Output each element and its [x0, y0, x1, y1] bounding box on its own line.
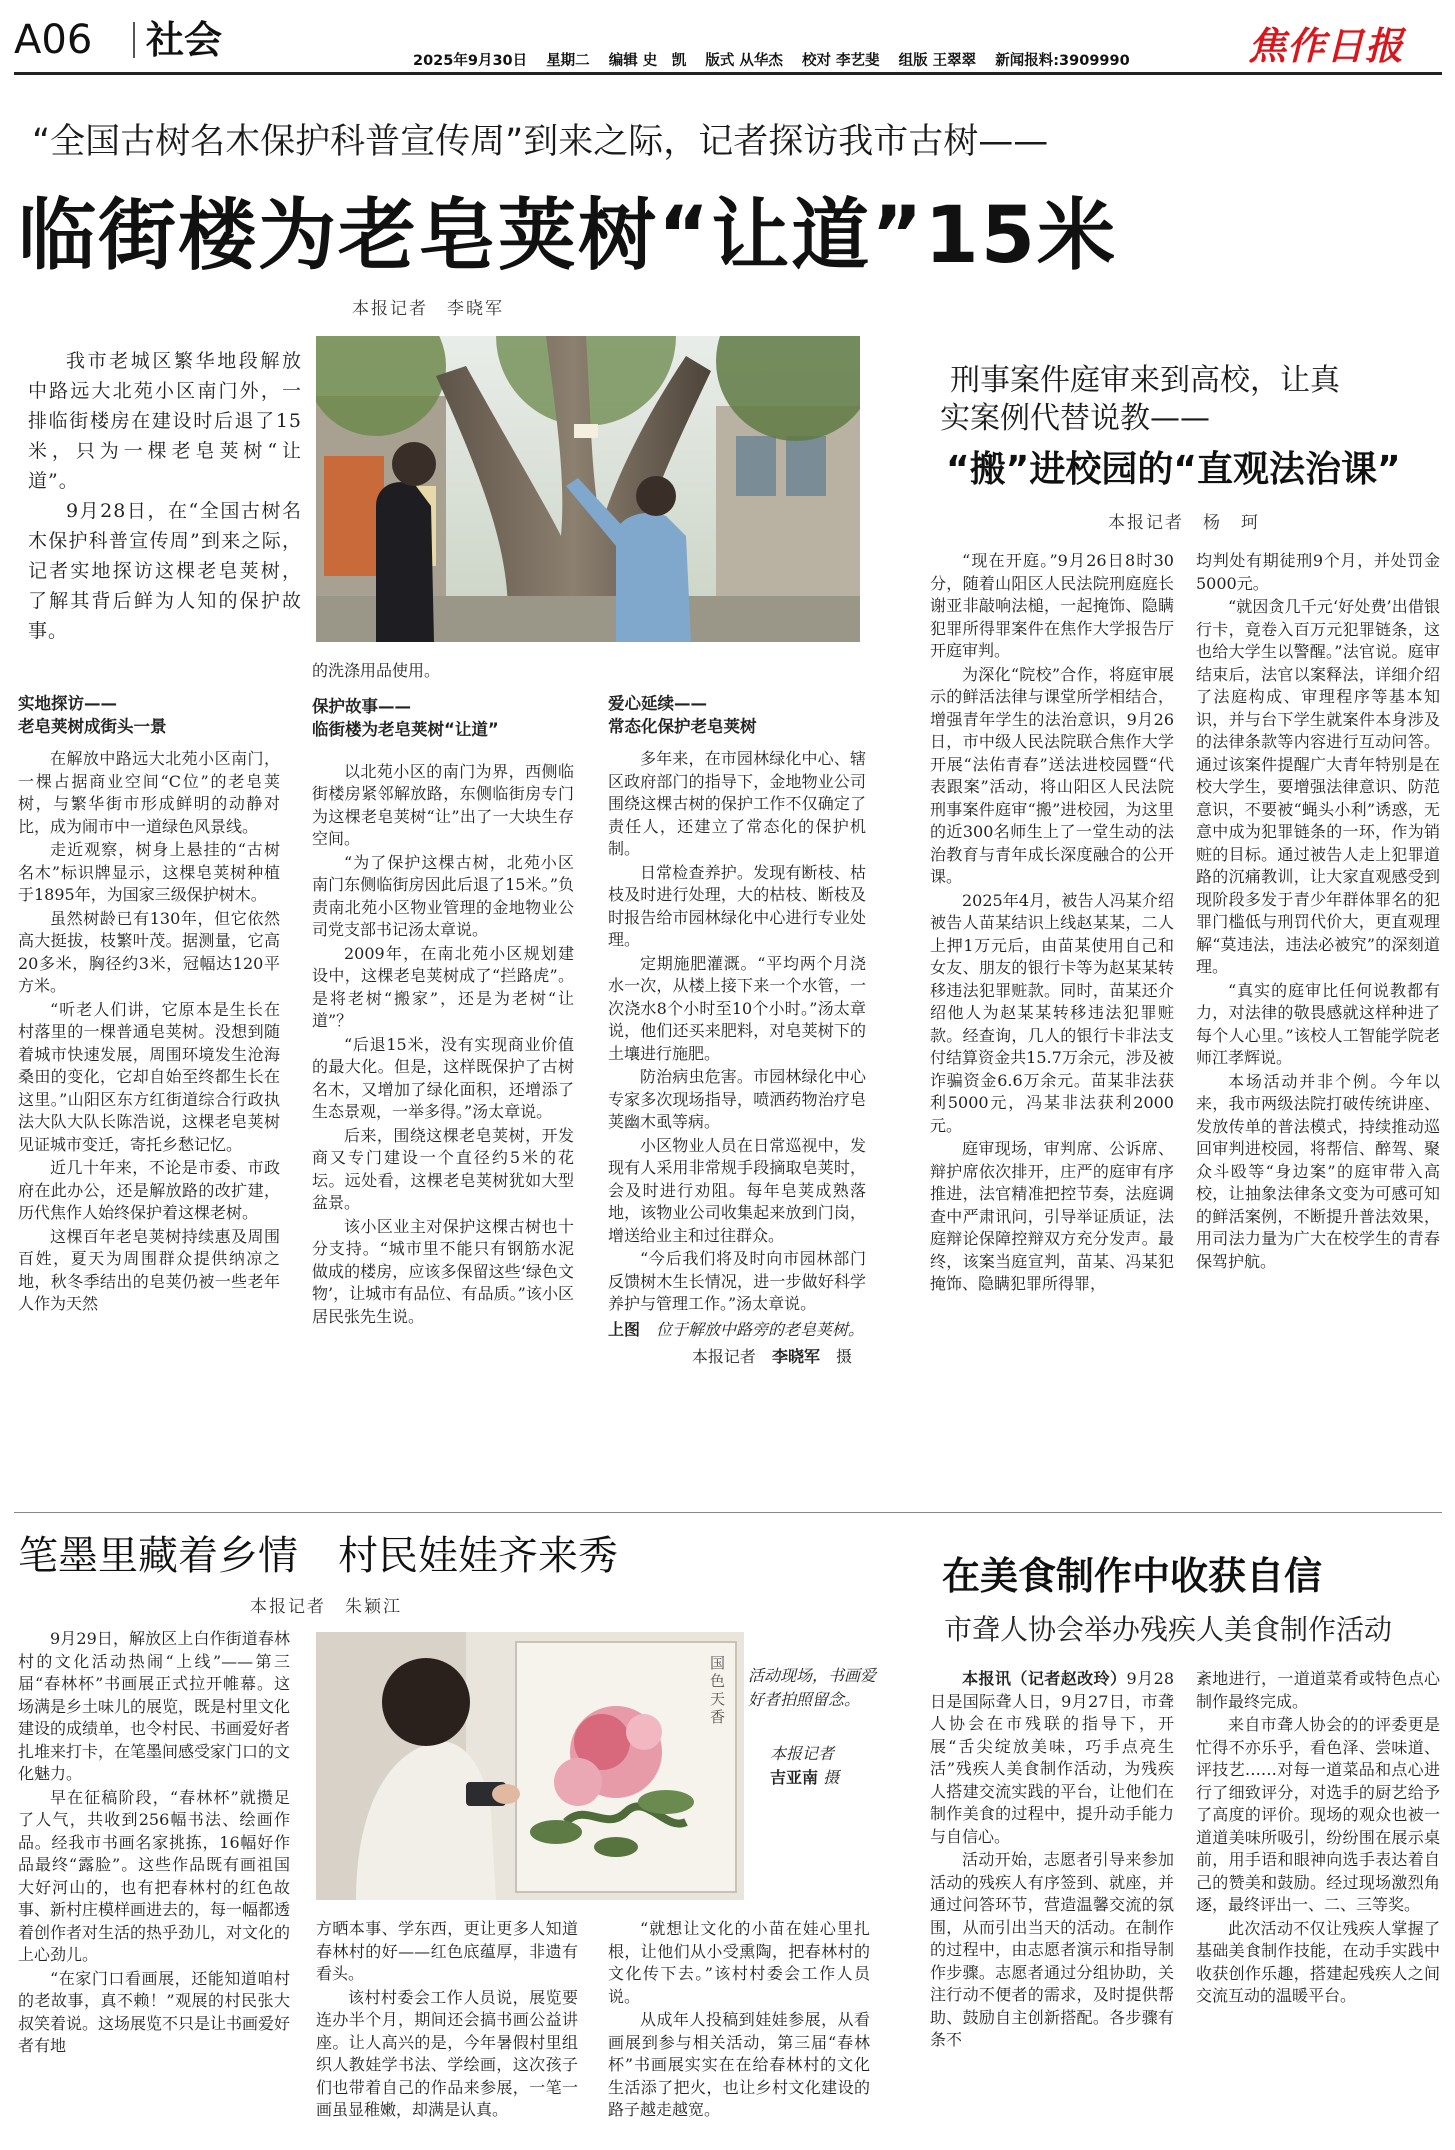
story2-column-1 — [930, 550, 1174, 1506]
story2-c2-p4: 本场活动并非个例。今年以来，我市两级法院打破传统讲座、发放传单的普法模式，持续推动巡回审判进校园，将帮信、醉驾、聚众斗殴等“身边案”的庭审带入高校，让抽象法律条文变为可感可知的鲜活案例，不断提升普法效果，用司法力量为广大在校学生的青春保驾护航。 — [1196, 1071, 1440, 1271]
story1-kicker: “全国古树名木保护科普宣传周”到来之际，记者探访我市古树—— — [32, 122, 1049, 162]
story3-photo-caption: 活动现场，书画爱好者拍照留念。 — [748, 1666, 877, 1709]
issue-weekday: 星期二 — [546, 53, 590, 69]
editor-credit: 编辑 史 凯 — [608, 53, 687, 69]
painting-photo-graphic — [316, 1632, 744, 1900]
story2-c2-p3: “真实的庭审比任何说教都有力，对法律的敬畏感就这样种进了每个人心里。”该校人工智能学院老师江孝辉说。 — [1196, 980, 1440, 1067]
story1-c3-p2: 日常检查养护。发现有断枝、枯枝及时进行处理，大的枯枝、断枝及时报告给市园林绿化中心进行专业处理。 — [608, 862, 866, 949]
story1-column-2 — [312, 660, 574, 1504]
story1-c2-p2: “为了保护这棵古树，北苑小区南门东侧临街房因此后退了15米。”负责南北苑小区物业管理的金地物业公司党支部书记汤太章说。 — [312, 852, 574, 939]
story2-headline: “搬”进校园的“直观法治课” — [946, 449, 1401, 490]
story3-c1-p3: “在家门口看画展，还能知道咱村的老故事，真不赖！”观展的村民张大叔笑着说。这场展览不只是让书画爱好者有地 — [18, 1968, 290, 2055]
story1-photo-caption — [608, 1318, 866, 1342]
caption-text: 位于解放中路旁的老皂荚树。 — [656, 1319, 865, 1339]
story1-c3-p5: 小区物业人员在日常巡视中，发现有人采用非常规手段摘取皂荚时，会及时进行劝阻。每年皂荚成熟落地，该物业公司收集起来放到门岗，增送给业主和过往群众。 — [608, 1135, 866, 1245]
story4-c2-p3: 此次活动不仅让残疾人掌握了基础美食制作技能，在动手实践中收获创作乐趣，搭建起残疾人之间交流互动的温暖平台。 — [1196, 1918, 1440, 2005]
story2-c2-p1: 均判处有期徒刑9个月，并处罚金5000元。 — [1196, 551, 1440, 593]
story4-c1-p2: 活动开始，志愿者引导来参加活动的残疾人有序签到、就座，并通过问答环节，营造温馨交流的氛围，从而引出当天的活动。在制作的过程中，由志愿者演示和指导制作步骤。志愿者通过分组协助，关注行动不便者的需求，及时提供帮助、鼓励自主创新搭配。各步骤有条不 — [930, 1850, 1174, 2049]
story1-c1-p4: “听老人们讲，它原本是生长在村落里的一棵普通皂荚树。没想到随着城市快速发展，周围环境发生沧海桑田的变化，它却自始至终都生长在这里。”山阳区东方红街道综合行政执法大队大队长陈浩说，这棵老皂荚树见证城市变迁，寄托乡愁记忆。 — [18, 999, 280, 1154]
story1-c2-p1: 以北苑小区的南门为界，西侧临街楼房紧邻解放路，东侧临街房专门为这棵老皂荚树“让”出了一大块生存空间。 — [312, 761, 574, 848]
group-credit: 组版 王翠翠 — [898, 53, 977, 69]
story3-photo — [316, 1632, 744, 1900]
story4-lead-tag: 本报讯（记者赵改玲） — [962, 1669, 1127, 1688]
photo-credit-name: 李晓军 — [771, 1346, 820, 1366]
story4-subhead: 市聋人协会举办残疾人美食制作活动 — [944, 1613, 1393, 1646]
story3-credit-tail: 摄 — [823, 1768, 840, 1787]
story1-intro-p1: 我市老城区繁华地段解放中路远大北苑小区南门外，一排临街楼房在建设时后退了15米，只为一棵老皂荚树“让道”。 — [28, 350, 302, 492]
story1-c3-p1: 多年来，在市园林绿化中心、辖区政府部门的指导下，金地物业公司围绕这棵古树的保护工作不仅确定了责任人，还建立了常态化的保护机制。 — [608, 749, 866, 858]
header-divider — [133, 22, 135, 58]
story3-c3-p1: “就想让文化的小苗在娃心里扎根，让他们从小受熏陶，把春林村的文化传下去。”该村村委会工作人员说。 — [608, 1919, 870, 2006]
story1-photo-credit — [608, 1346, 866, 1369]
story1-c2-p3: 2009年，在南北苑小区规划建设中，这棵老皂荚树成了“拦路虎”。是将老树“搬家”，还是为老树“让道”？ — [312, 943, 574, 1030]
story1-c1-p2: 走近观察，树身上悬挂的“古树名木”标识牌显示，这棵皂荚树种植于1895年，为国家三级保护树木。 — [18, 840, 280, 904]
story2-kicker-line2: 实案例代替说教—— — [940, 401, 1210, 436]
story1-c1-p1: 在解放中路远大北苑小区南门，一棵占据商业空间“C位”的老皂荚树，与繁华街市形成鲜明的动静对比，成为闹市中一道绿色风景线。 — [18, 749, 280, 836]
news-hotline: 新闻报料:3909990 — [995, 53, 1130, 69]
story1-c2-p4: “后退15米，没有实现商业价值的最大化。但是，这样既保护了古树名木，又增加了绿化面积，还增添了生态景观，一举多得。”汤太章说。 — [312, 1034, 574, 1121]
story3-c1-p2: 早在征稿阶段，“春林杯”就攒足了人气，共收到256幅书法、绘画作品。经我市书画名家挑拣，16幅好作品最终“露脸”。这些作品既有画祖国大好河山的，也有把春林村的红色故事、新村庄模样画进去的，每一幅都透着创作者对生活的热乎劲儿，对文化的上心劲儿。 — [18, 1787, 290, 1964]
photo-credit-label: 本报记者 — [691, 1346, 756, 1366]
story2-c2-p2: “就因贪几千元‘好处费’出借银行卡，竟卷入百万元犯罪链条，这也给大学生以警醒。”法官说。庭审结束后，法官以案释法，详细介绍了法庭构成、审理程序等基本知识，并与台下学生就案件本身涉及的法律条款等内容进行互动问答。通过该案件提醒广大青年特别是在校大学生，要增强法律意识、防范意识，不要被“蝇头小利”诱惑，无意中成为犯罪链条的一环，作为销赃的目标。通过被告人走上犯罪道路的沉痛教训，让大家直观感受到现阶段多发于青少年群体罪名的犯罪门槛低与刑罚代价大，更直观理解“莫违法，违法必被究”的深刻道理。 — [1196, 597, 1440, 976]
story4-column-2 — [1196, 1668, 1440, 2146]
story1-headline: 临街楼为老皂荚树“让道”15米 — [18, 191, 1118, 281]
newspaper-logo: 焦作日报 — [1248, 24, 1405, 68]
story1-c3-p4: 防治病虫危害。市园林绿化中心专家多次现场指导，喷洒药物治疗皂荚幽木虱等病。 — [608, 1067, 866, 1131]
story3-column-2 — [316, 1918, 578, 2146]
story2-c1-p4: 庭审现场，审判席、公诉席、辩护席依次排开，庄严的庭审有序推进，法官精准把控节奏，法庭调查中严肃讯问，引导举证质证，法庭辩论保障控辩双方充分发声。最终，该案当庭宣判，苗某、冯某犯掩饰、隐瞒犯罪所得罪， — [930, 1139, 1174, 1293]
story2-c1-p2: 为深化“院校”合作，将庭审展示的鲜活法律与课堂所学相结合，增强青年学生的法治意识，9月26日，市中级人民法院联合焦作大学开展“法佑青春”送法进校园暨“代表跟案”活动，将山阳区人民法院刑事案件庭审“搬”进校园，为这里的近300名师生上了一堂生动的法治教育与青年成长深度融合的公开课。 — [930, 664, 1174, 886]
story3-headline: 笔墨里藏着乡情 村民娃娃齐来秀 — [18, 1533, 618, 1579]
story4-c1-p1 — [930, 1668, 1174, 1848]
story4-column-1 — [930, 1668, 1174, 2146]
story2-byline: 本报记者 杨 珂 — [1108, 513, 1260, 533]
issue-date: 2025年9月30日 — [413, 53, 528, 69]
story1-intro-p2: 9月28日，在“全国古树名木保护科普宣传周”到来之际，记者实地探访这棵老皂荚树，了解其背后鲜为人知的保护故事。 — [28, 500, 302, 641]
story4-c2-p2: 来自市聋人协会的的评委更是忙得不亦乐乎，看色泽、尝味道、评技艺……对每一道菜品和点心进行了细致评分，对选手的厨艺给予了高度的评价。现场的观众也被一道道美味所吸引，纷纷围在展示桌前，用手语和眼神向选手表达着自己的赞美和鼓励。经过现场激烈角逐，最终评出一、二、三等奖。 — [1196, 1715, 1440, 1914]
story3-column-3 — [608, 1918, 870, 2146]
story3-c2-p1: 方晒本事、学东西，更让更多人知道春林村的好——红色底蕴厚，非遗有看头。 — [316, 1919, 578, 1983]
story1-c1-p3: 虽然树龄已有130年，但它依然高大挺拔，枝繁叶茂。据测量，它高20多米，胸径约3米，冠幅达120平方米。 — [18, 908, 280, 995]
story3-column-1 — [18, 1628, 290, 2146]
photo-credit-tail: 摄 — [835, 1346, 852, 1366]
story3-c2-p2: 该村村委会工作人员说，展览要连办半个月，期间还会搞书画公益讲座。让人高兴的是，今年暑假村里组织人教娃学书法、学绘画，这次孩子们也带着自己的作品来参展，一笔一画虽显稚嫩，却满是认真。 — [316, 1987, 578, 2119]
story2-column-2 — [1196, 550, 1440, 1506]
story4-c1-p1-text: 9月28日是国际聋人日，9月27日，市聋人协会在市残联的指导下，开展“舌尖绽放美味，巧手点亮生活”残疾人美食制作活动，为残疾人搭建交流实践的平台，让他们在制作美食的过程中，提升动手能力与自信心。 — [930, 1669, 1174, 1846]
story1-c1-p6: 这棵百年老皂荚树持续惠及周围百姓，夏天为周围群众提供纳凉之地，秋冬季结出的皂荚仍被一些老年人作为天然 — [18, 1226, 280, 1313]
story3-c1-p1: 9月29日，解放区上白作街道春林村的文化活动热闹“上线”——第三届“春林杯”书画展正式拉开帷幕。这场满是乡土味儿的展览，既是村里文化建设的成绩单，也令村民、书画爱好者扎堆来打卡，在笔墨间感受家门口的文化魅力。 — [18, 1629, 290, 1783]
painting-inscription: 国色天香 — [710, 1654, 726, 1726]
header-meta — [413, 49, 1130, 70]
page-number: A06 — [14, 17, 93, 63]
story4-c2-p1: 紊地进行，一道道菜肴或特色点心制作最终完成。 — [1196, 1669, 1440, 1711]
story2-kicker-line1: 刑事案件庭审来到高校，让真 — [950, 363, 1340, 398]
proof-credit: 校对 李艺斐 — [802, 53, 880, 69]
story1-column-1 — [18, 688, 280, 1504]
story1-photo — [316, 336, 860, 642]
story1-c3-p6: “今后我们将及时向市园林部门反馈树木生长情况，进一步做好科学养护与管理工作。”汤太章说。 — [608, 1249, 866, 1313]
story3-c3-p2: 从成年人投稿到娃娃参展，从看画展到参与相关活动，第三届“春林杯”书画展实实在在给春林村的文化生活添了把火，也让乡村文化建设的路子越走越宽。 — [608, 2010, 870, 2119]
story1-subhead-2: 保护故事—— 临街楼为老皂荚树“让道” — [312, 696, 499, 739]
caption-label: 上图 — [608, 1319, 641, 1339]
story1-byline: 本报记者 李晓军 — [352, 299, 504, 319]
tree-photo-graphic — [316, 336, 860, 642]
story2-c1-p3: 2025年4月，被告人冯某介绍被告人苗某结识上线赵某某，二人上押1万元后，由苗某使用自己和女友、朋友的银行卡等为赵某某转移违法犯罪赃款。同时，苗某还介绍他人为赵某某转移违法犯罪赃款。经查询，几人的银行卡非法支付结算资金共15.7万余元，涉及被诈骗资金6.6万余元。苗某非法获利5000元，冯某非法获利2000元。 — [930, 890, 1174, 1135]
story1-c1-p5: 近几十年来，不论是市委、市政府在此办公，还是解放路的改扩建，历代焦作人始终保护着这棵老树。 — [18, 1158, 280, 1222]
header-rule — [14, 72, 1442, 75]
story3-photo-credit — [738, 1742, 876, 1790]
story1-subhead-3: 爱心延续—— 常态化保护老皂荚树 — [608, 694, 757, 736]
section-divider — [14, 1512, 1442, 1513]
story2-c1-p1: “现在开庭。”9月26日8时30分，随着山阳区人民法院刑庭庭长谢亚非敲响法槌，一起掩饰、隐瞒犯罪所得罪案件在焦作大学报告厅开庭审判。 — [930, 551, 1174, 660]
story4-headline: 在美食制作中收获自信 — [942, 1554, 1323, 1598]
story3-byline: 本报记者 朱颖江 — [250, 1597, 402, 1617]
section-name: 社会 — [146, 18, 223, 62]
story1-column-3 — [608, 688, 866, 1504]
story1-c3-p3: 定期施肥灌溉。“平均两个月浇水一次，从楼上接下来一个水管，一次浇水8个小时至10个小时。”汤太章说，他们还买来肥料，对皂荚树下的土壤进行施肥。 — [608, 953, 866, 1063]
story3-credit-label: 本报记者 — [770, 1744, 835, 1763]
story1-c2-p5: 后来，围绕这棵老皂荚树，开发商又专门建设一个直径约5米的花坛。远处看，这棵老皂荚树犹如大型盆景。 — [312, 1125, 574, 1212]
story1-c2-p6: 该小区业主对保护这棵古树也十分支持。“城市里不能只有钢筋水泥做成的楼房，应该多保留这些‘绿色文物’，让城市有品位、有品质。”该小区居民张先生说。 — [312, 1216, 574, 1326]
story1-subhead-1: 实地探访—— 老皂荚树成街头一景 — [18, 694, 167, 736]
story1-c2-lead: 的洗涤用品使用。 — [312, 661, 441, 680]
story3-credit-name: 吉亚南 — [770, 1768, 819, 1787]
story1-intro — [28, 346, 302, 641]
layout-credit: 版式 从华杰 — [705, 53, 783, 69]
